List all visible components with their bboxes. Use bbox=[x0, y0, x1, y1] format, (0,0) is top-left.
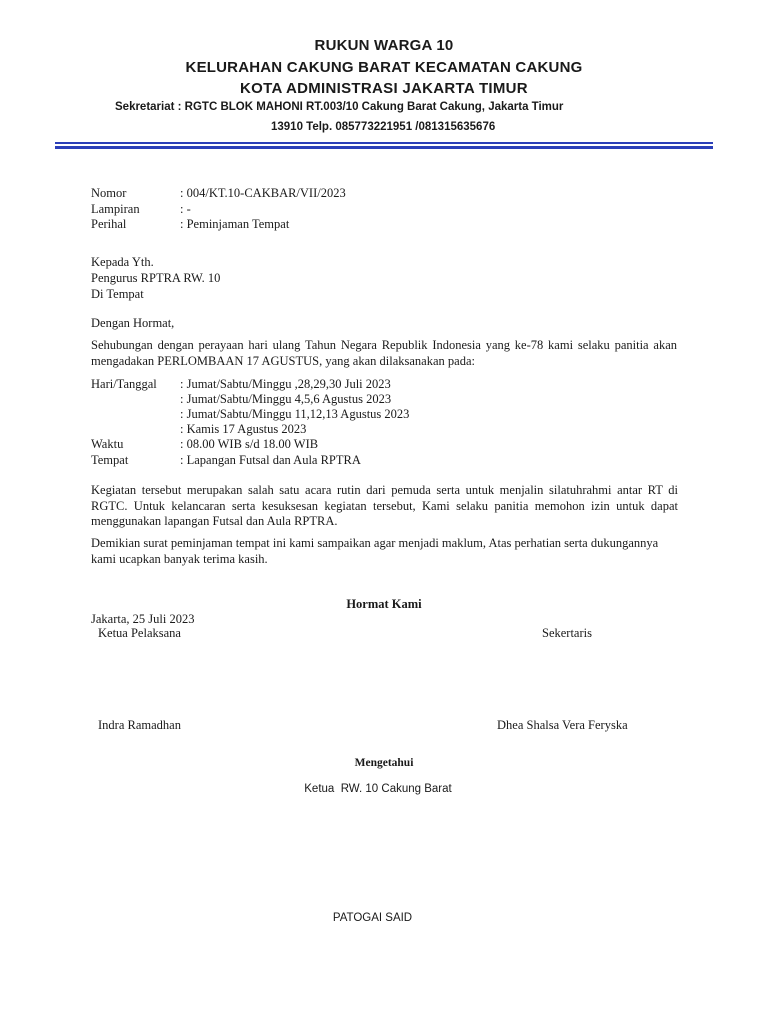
letterhead-kota: KOTA ADMINISTRASI JAKARTA TIMUR bbox=[240, 80, 528, 97]
left-signer-name: Indra Ramadhan bbox=[98, 718, 181, 732]
schedule-date-4: : Kamis 17 Agustus 2023 bbox=[180, 422, 307, 436]
tempat-value: : Lapangan Futsal dan Aula RPTRA bbox=[180, 453, 361, 467]
letterhead-divider-thick bbox=[55, 146, 713, 149]
schedule-date-3: : Jumat/Sabtu/Minggu 11,12,13 Agustus 2023 bbox=[180, 407, 410, 421]
letterhead-address: Sekretariat : RGTC BLOK MAHONI RT.003/10 Cakung Barat Cakung, Jakarta Timur bbox=[115, 101, 564, 113]
body-paragraph: Kegiatan tersebut merupakan salah satu acara rutin dari pemuda serta untuk menjalin silatuhrahmi antar RT di RGTC. Untuk kelancaran serta kesuksesan kegiatan tersebut, Kami selaku panitia memohon izin untuk dapat menggunakan lapangan Futsal dan Aula RPTRA. bbox=[91, 483, 678, 528]
right-signer-name: Dhea Shalsa Vera Feryska bbox=[497, 718, 628, 732]
perihal-value: : Peminjaman Tempat bbox=[180, 217, 290, 231]
place-date: Jakarta, 25 Juli 2023 bbox=[91, 612, 195, 626]
waktu-value: : 08.00 WIB s/d 18.00 WIB bbox=[180, 437, 319, 451]
perihal-label: Perihal bbox=[91, 217, 127, 231]
hormat-kami: Hormat Kami bbox=[346, 597, 422, 611]
waktu-label: Waktu bbox=[91, 437, 124, 451]
recipient-line-2: Pengurus RPTRA RW. 10 bbox=[91, 271, 221, 285]
approver-name: PATOGAI SAID bbox=[332, 912, 413, 924]
tempat-label: Tempat bbox=[91, 453, 129, 467]
lampiran-value: : - bbox=[180, 202, 191, 216]
greeting: Dengan Hormat, bbox=[91, 316, 175, 330]
right-signer-title: Sekertaris bbox=[542, 626, 592, 640]
schedule-date-2: : Jumat/Sabtu/Minggu 4,5,6 Agustus 2023 bbox=[180, 392, 392, 406]
letterhead-kelurahan: KELURAHAN CAKUNG BARAT KECAMATAN CAKUNG bbox=[185, 59, 583, 76]
nomor-label: Nomor bbox=[91, 186, 127, 200]
letterhead-divider-thin bbox=[55, 142, 713, 144]
left-signer-title: Ketua Pelaksana bbox=[98, 626, 181, 640]
letterhead-title: RUKUN WARGA 10 bbox=[314, 37, 454, 54]
mengetahui: Mengetahui bbox=[354, 757, 414, 769]
recipient-line-1: Kepada Yth. bbox=[91, 255, 154, 269]
schedule-date-1: : Jumat/Sabtu/Minggu ,28,29,30 Juli 2023 bbox=[180, 377, 391, 391]
letterhead-contact: 13910 Telp. 085773221951 /081315635676 bbox=[271, 121, 496, 133]
intro-paragraph: Sehubungan dengan perayaan hari ulang Tahun Negara Republik Indonesia yang ke-78 kami selaku panitia akan mengadakan PERLOMBAAN 17 AGUSTUS, yang akan dilaksanakan pada: bbox=[91, 338, 677, 368]
recipient-line-3: Di Tempat bbox=[91, 287, 144, 301]
closing-paragraph: Demikian surat peminjaman tempat ini kami sampaikan agar menjadi maklum, Atas perhatian serta dukungannya kami ucapkan banyak terima kasih. bbox=[91, 536, 659, 566]
hari-tanggal-label: Hari/Tanggal bbox=[91, 377, 157, 391]
approver-title: Ketua RW. 10 Cakung Barat bbox=[304, 783, 452, 795]
nomor-value: : 004/KT.10-CAKBAR/VII/2023 bbox=[180, 186, 346, 200]
lampiran-label: Lampiran bbox=[91, 202, 140, 216]
